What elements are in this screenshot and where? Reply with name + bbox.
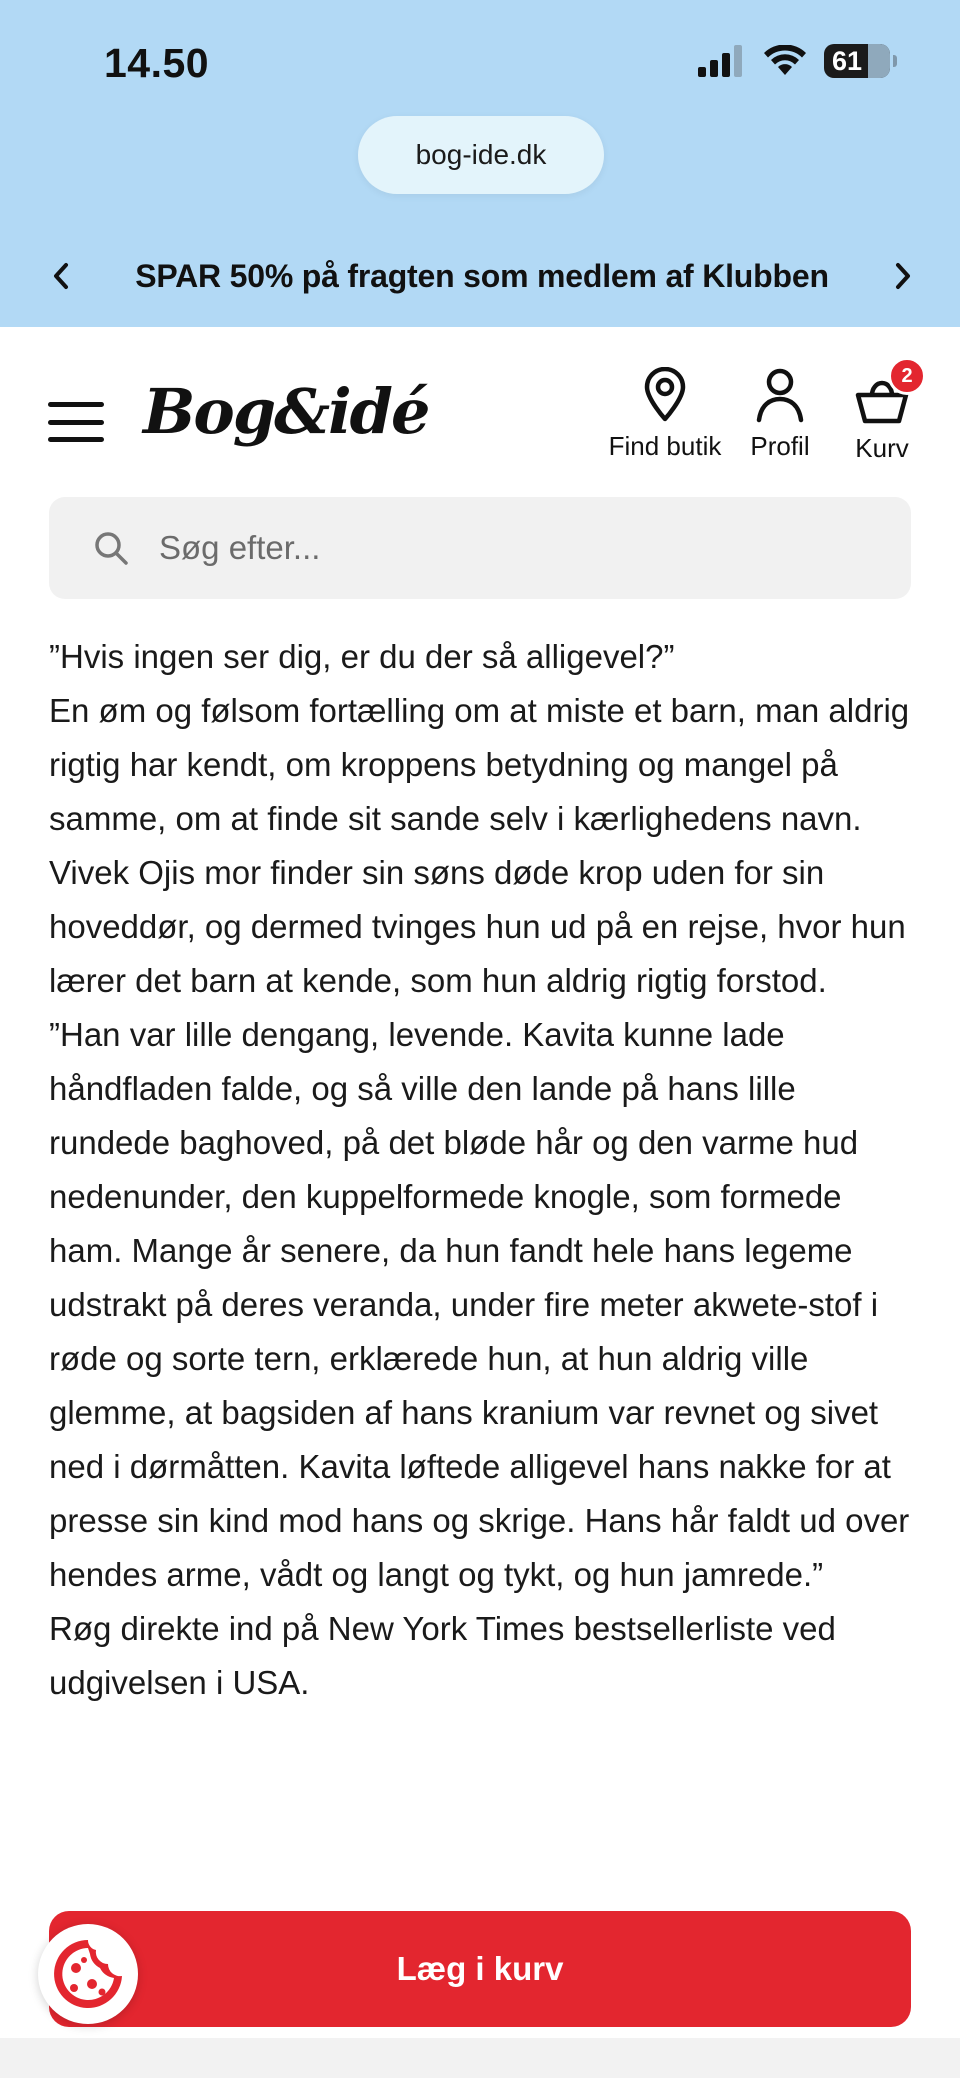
- chevron-left-icon: [51, 262, 71, 290]
- promo-bar: [0, 238, 960, 314]
- menu-button[interactable]: [48, 402, 104, 442]
- nav-profile-label: Profil: [750, 431, 810, 461]
- nav-cart[interactable]: [848, 364, 916, 464]
- promo-next-button[interactable]: [886, 259, 920, 293]
- description-paragraph: ”Hvis ingen ser dig, er du der så alligevel?”: [49, 638, 675, 675]
- status-bar: [0, 0, 960, 110]
- product-description: [49, 630, 919, 1710]
- description-paragraph: Vivek Ojis mor finder sin søns døde krop uden for sin hoveddør, og dermed tvinges hun ud på en rejse, hvor hun lærer det barn at kende, som hun aldrig rigtig forstod.: [49, 854, 906, 999]
- promo-prev-button[interactable]: [44, 259, 78, 293]
- add-to-cart-button[interactable]: Læg i kurv: [49, 1911, 911, 2027]
- battery-empty-part: [868, 44, 890, 78]
- cookie-icon: [48, 1934, 128, 2014]
- cookie-settings-button[interactable]: [38, 1924, 138, 2024]
- chevron-right-icon: [893, 262, 913, 290]
- browser-url-pill[interactable]: bog-ide.dk: [358, 116, 604, 194]
- map-pin-icon: [642, 367, 688, 423]
- battery-indicator: [824, 44, 890, 78]
- description-paragraph: Røg direkte ind på New York Times bestsellerliste ved udgivelsen i USA.: [49, 1610, 836, 1701]
- nav-find-store[interactable]: [582, 367, 748, 462]
- nav-find-store-label: Find butik: [608, 431, 722, 461]
- site-logo[interactable]: Bog&idé: [143, 375, 429, 448]
- nav-cart-label: Kurv: [855, 433, 909, 463]
- description-paragraph: ”Han var lille dengang, levende. Kavita kunne lade håndfladen falde, og så ville den lande på hans lille rundede baghoved, på det bløde hår og den varme hud nedenunder, den kuppelformede knogle, som formede ham. Mange år senere, da hun fandt hele hans legeme udstrakt på deres veranda, under fire meter akwete-stof i røde og sorte tern, erklærede hun, at hun aldrig ville glemme, at bagsiden af hans kranium var revnet og sivet ned i dørmåtten. Kavita løftede alligevel hans nakke for at presse sin kind mod hans og skrige. Hans hår faldt ud over hendes arme, vådt og langt og tykt, og hun jamrede.”: [49, 1016, 910, 1593]
- hamburger-menu-icon-line: [48, 420, 104, 425]
- status-time: 14.50: [104, 40, 210, 86]
- wifi-icon: [764, 45, 806, 77]
- top-banner-area: [0, 0, 960, 327]
- search-icon: [93, 530, 129, 566]
- battery-nub: [893, 55, 897, 67]
- cart-count-badge: 2: [888, 357, 926, 395]
- search-bar[interactable]: [49, 497, 911, 599]
- search-input[interactable]: [159, 529, 859, 567]
- bottom-bar: [0, 2038, 960, 2078]
- status-icons: [698, 44, 890, 78]
- hamburger-menu-icon-line: [48, 437, 104, 442]
- site-header: [0, 327, 960, 477]
- promo-text[interactable]: SPAR 50% på fragten som medlem af Klubben: [135, 257, 829, 294]
- nav-profile[interactable]: [744, 367, 816, 462]
- description-paragraph: En øm og følsom fortælling om at miste et barn, man aldrig rigtig har kendt, om kroppens betydning og mangel på samme, om at finde sit sande selv i kærlighedens navn.: [49, 692, 910, 837]
- cart-icon-wrap: [854, 364, 913, 425]
- battery-level: 61: [832, 46, 863, 76]
- user-icon: [755, 367, 805, 423]
- hamburger-menu-icon-line: [48, 402, 104, 407]
- cellular-signal-icon: [698, 45, 746, 77]
